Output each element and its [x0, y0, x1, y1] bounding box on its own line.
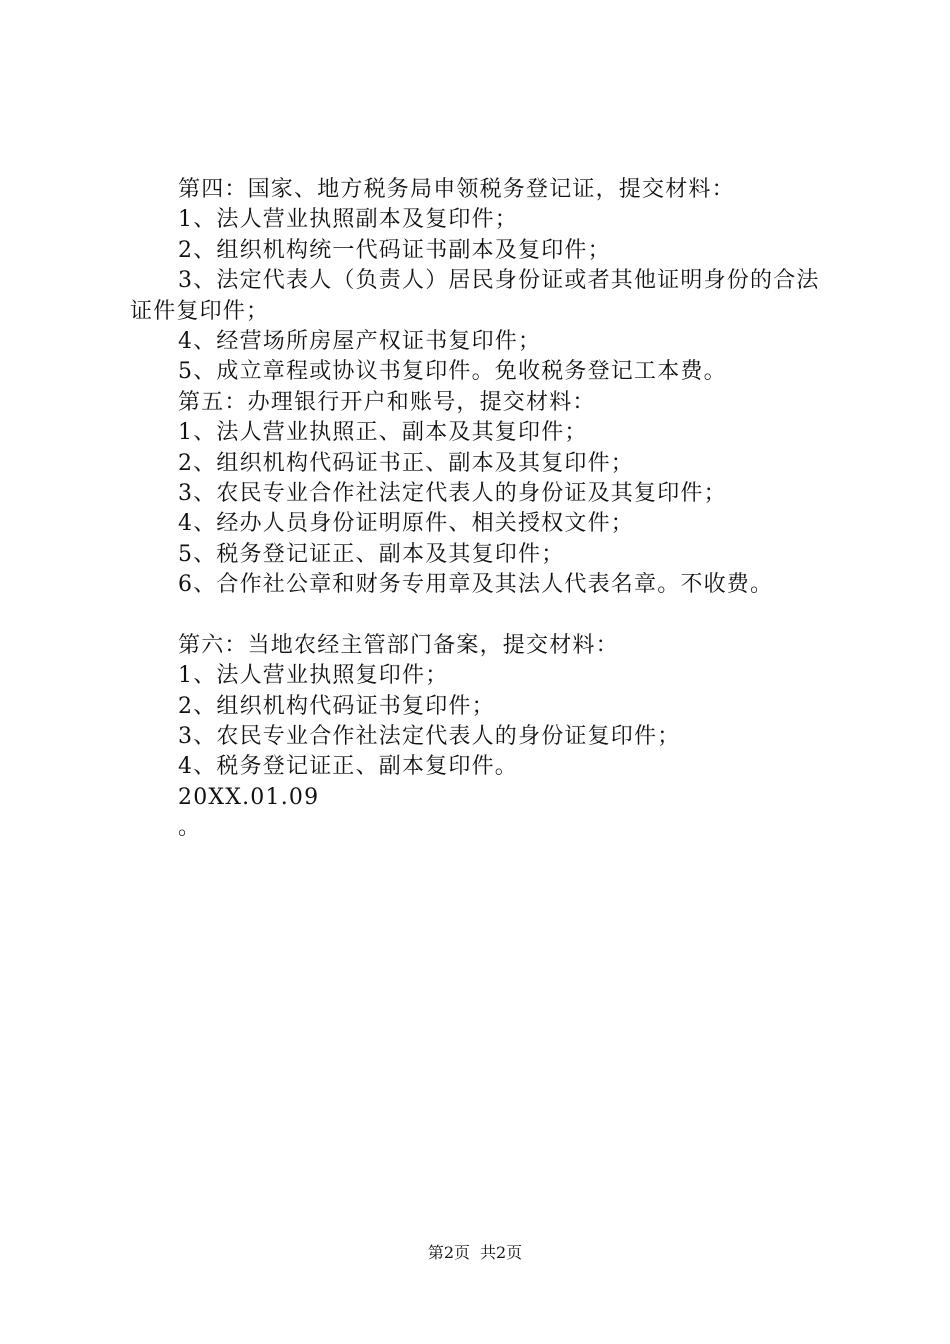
section6-item-1: 1、法人营业执照复印件；: [178, 663, 449, 689]
section6-item-2: 2、组织机构代码证书复印件；: [178, 693, 495, 719]
section5-item-5: 5、税务登记证正、副本及其复印件；: [178, 541, 565, 567]
trailing-mark: 。: [178, 815, 202, 841]
section5-item-3: 3、农民专业合作社法定代表人的身份证及其复印件；: [178, 481, 727, 507]
section4-item-3: 3、法定代表人（负责人）居民身份证或者其他证明身份的合法证件复印件；: [130, 268, 820, 324]
section5-heading: 第五：办理银行开户和账号，提交材料：: [178, 389, 596, 415]
page-total: 共2页: [480, 1243, 523, 1262]
page-number: 第2页: [427, 1243, 470, 1262]
document-date: 20XX.01.09: [178, 784, 320, 810]
section4-heading: 第四：国家、地方税务局申领税务登记证，提交材料：: [178, 177, 735, 202]
document-body: [130, 175, 830, 844]
section5-item-2: 2、组织机构代码证书正、副本及其复印件；: [178, 450, 634, 476]
section4-item-4: 4、经营场所房屋产权证书复印件；: [178, 329, 542, 355]
section6-item-3: 3、农民专业合作社法定代表人的身份证复印件；: [178, 723, 681, 749]
section5-item-1: 1、法人营业执照正、副本及其复印件；: [178, 420, 588, 446]
section5-item-4: 4、经办人员身份证明原件、相关授权文件；: [178, 511, 634, 537]
paragraph-gap: [130, 601, 830, 631]
page-footer: [0, 1243, 950, 1263]
section4-item-1: 1、法人营业执照副本及复印件；: [178, 207, 518, 233]
section4-item-2: 2、组织机构统一代码证书副本及复印件；: [178, 237, 611, 263]
section5-item-6: 6、合作社公章和财务专用章及其法人代表名章。不收费。: [178, 572, 774, 598]
section4-item-5: 5、成立章程或协议书复印件。免收税务登记工本费。: [178, 359, 727, 385]
section6-heading: 第六：当地农经主管部门备案，提交材料：: [178, 632, 619, 658]
section6-item-4: 4、税务登记证正、副本复印件。: [178, 754, 518, 780]
